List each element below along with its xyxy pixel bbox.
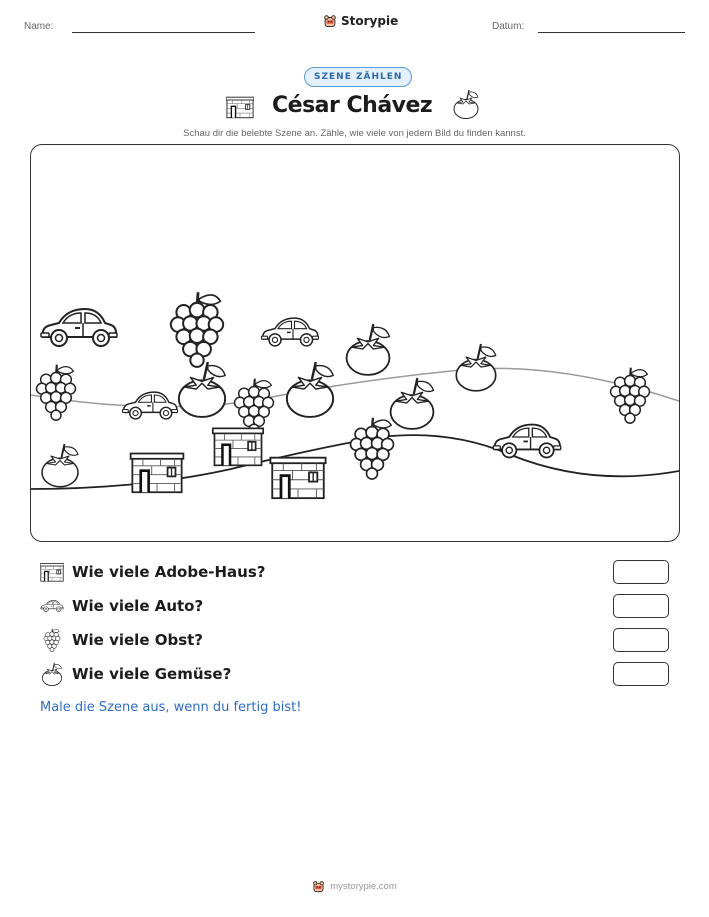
- car-icon: [262, 318, 319, 346]
- date-field[interactable]: [538, 32, 685, 33]
- grapes-icon: [40, 628, 64, 652]
- brand-logo: [323, 14, 398, 28]
- tomato-icon: [452, 89, 480, 119]
- name-field[interactable]: [72, 32, 255, 33]
- tomato-icon: [287, 362, 333, 417]
- tomato-icon: [40, 662, 64, 686]
- answer-box[interactable]: [613, 628, 669, 652]
- footer: [0, 880, 709, 893]
- question-row: [40, 560, 670, 584]
- tomato-icon: [42, 444, 78, 487]
- coloring-note: Male die Szene aus, wenn du fertig bist!: [40, 700, 302, 715]
- answer-box[interactable]: [613, 594, 669, 618]
- scene-grapes: [37, 292, 650, 479]
- tomato-icon: [391, 378, 434, 429]
- grapes-icon: [37, 365, 76, 421]
- brand-name: Storypie: [341, 14, 399, 28]
- scene-houses: [131, 428, 326, 498]
- adobe-house-icon: [213, 428, 263, 465]
- answer-box[interactable]: [613, 560, 669, 584]
- question-text: Wie viele Gemüse?: [72, 665, 232, 683]
- grapes-icon: [235, 379, 274, 435]
- title-house-icon: [226, 95, 254, 119]
- tomato-icon: [456, 344, 495, 391]
- question-text: Wie viele Obst?: [72, 631, 204, 649]
- grapes-icon: [171, 292, 223, 367]
- car-icon: [122, 392, 177, 419]
- tomato-icon: [179, 362, 225, 417]
- question-row: [40, 662, 670, 686]
- question-text: Wie viele Auto?: [72, 597, 204, 615]
- counting-scene: [30, 144, 680, 542]
- grapes-icon: [351, 418, 394, 479]
- question-text: Wie viele Adobe-Haus?: [72, 563, 266, 581]
- footer-url[interactable]: mystorypie.com: [330, 881, 397, 892]
- date-label: Datum:: [492, 21, 525, 32]
- answer-box[interactable]: [613, 662, 669, 686]
- adobe-house-icon: [40, 562, 64, 582]
- scene-illustration: [31, 145, 679, 541]
- question-list: [40, 560, 670, 686]
- name-label: Name:: [24, 21, 54, 32]
- car-icon: [493, 425, 561, 458]
- instructions: Schau dir die belebte Szene an. Zähle, wie viele von jedem Bild du finden kannst.: [183, 128, 526, 139]
- back-hill-line: [31, 368, 679, 406]
- adobe-house-icon: [226, 95, 254, 119]
- question-row: [40, 628, 670, 652]
- question-row: [40, 594, 670, 618]
- title-tomato-icon: [452, 89, 480, 119]
- grapes-icon: [611, 368, 650, 424]
- storypie-mascot-icon: [312, 880, 325, 893]
- adobe-house-icon: [131, 454, 184, 493]
- car-icon: [40, 598, 64, 614]
- activity-badge: SZENE ZÄHLEN: [304, 67, 412, 87]
- adobe-house-icon: [270, 458, 325, 498]
- page-title: César Chávez: [272, 93, 433, 118]
- tomato-icon: [347, 324, 390, 375]
- car-icon: [41, 309, 117, 346]
- storypie-mascot-icon: [323, 14, 337, 28]
